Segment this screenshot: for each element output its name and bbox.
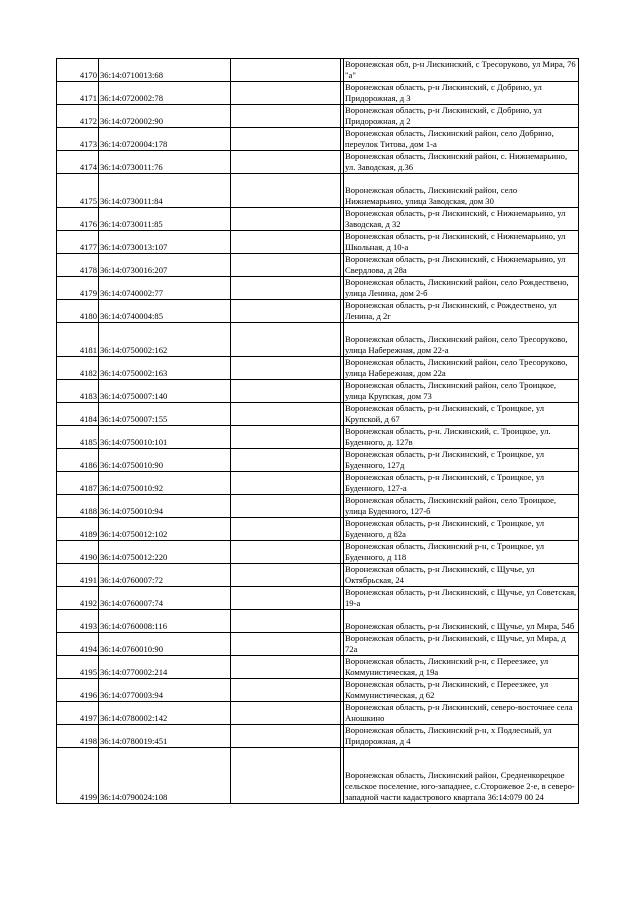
table-row — [57, 357, 579, 380]
table-row — [57, 610, 579, 633]
cadastral-number-cell: 36:14:0710013:68 — [99, 59, 231, 82]
address-cell: Воронежская область, р-н Лискинский, с Троицкое, ул Буденного, 127-а — [344, 472, 579, 495]
register-table — [56, 58, 579, 804]
table-row — [57, 231, 579, 254]
cadastral-number-cell: 36:14:0760007:72 — [99, 564, 231, 587]
cadastral-number-cell: 36:14:0740002:77 — [99, 277, 231, 300]
register-table-body — [57, 59, 579, 804]
address-cell: Воронежская область, р-н Лискинский, с Троицкое, ул Буденного, д 82а — [344, 518, 579, 541]
address-cell: Воронежская обл, р-н Лискинский, с Тресоруково, ул Мира, 76 "а" — [344, 59, 579, 82]
row-number-cell: 4180 — [57, 300, 99, 323]
table-row — [57, 449, 579, 472]
empty-cell — [231, 449, 341, 472]
empty-cell — [231, 105, 341, 128]
empty-cell — [231, 518, 341, 541]
table-row — [57, 541, 579, 564]
address-cell: Воронежская область, р-н Лискинский, с Добрино, ул Придорожная, д 2 — [344, 105, 579, 128]
row-number-cell: 4193 — [57, 610, 99, 633]
empty-cell — [231, 323, 341, 357]
row-number-cell: 4176 — [57, 208, 99, 231]
row-number-cell: 4197 — [57, 702, 99, 725]
empty-cell — [231, 541, 341, 564]
address-cell: Воронежская область, р-н. Лискинский, с. Троицкое, ул. Буденного, д. 127в — [344, 426, 579, 449]
empty-cell — [231, 277, 341, 300]
row-number-cell: 4188 — [57, 495, 99, 518]
cadastral-number-cell: 36:14:0730011:76 — [99, 151, 231, 174]
row-number-cell: 4174 — [57, 151, 99, 174]
cadastral-number-cell: 36:14:0740004:85 — [99, 300, 231, 323]
empty-cell — [231, 426, 341, 449]
row-number-cell: 4184 — [57, 403, 99, 426]
empty-cell — [231, 208, 341, 231]
cadastral-number-cell: 36:14:0750007:140 — [99, 380, 231, 403]
address-cell: Воронежская область, р-н Лискинский, с Нижнемарьино, ул Школьная, д 10-а — [344, 231, 579, 254]
row-number-cell: 4195 — [57, 656, 99, 679]
cadastral-number-cell: 36:14:0750010:90 — [99, 449, 231, 472]
empty-cell — [231, 403, 341, 426]
address-cell: Воронежская область, р-н Лискинский, с Добрино, ул Придорожная, д 3 — [344, 82, 579, 105]
cadastral-number-cell: 36:14:0720002:78 — [99, 82, 231, 105]
row-number-cell: 4172 — [57, 105, 99, 128]
table-row — [57, 633, 579, 656]
row-number-cell: 4196 — [57, 679, 99, 702]
address-cell: Воронежская область, Лискинский район, село Тресоруково, улица Набережная, дом 22а — [344, 357, 579, 380]
row-number-cell: 4175 — [57, 174, 99, 208]
table-row — [57, 323, 579, 357]
table-row — [57, 300, 579, 323]
address-cell: Воронежская область, Лискинский район, с. Нижнемарьино, ул. Заводская, д.36 — [344, 151, 579, 174]
empty-cell — [231, 128, 341, 151]
row-number-cell: 4190 — [57, 541, 99, 564]
row-number-cell: 4179 — [57, 277, 99, 300]
empty-cell — [231, 380, 341, 403]
address-cell: Воронежская область, р-н Лискинский, с Троицкое, ул Буденного, 127д — [344, 449, 579, 472]
table-row — [57, 105, 579, 128]
empty-cell — [231, 725, 341, 748]
cadastral-number-cell: 36:14:0730011:85 — [99, 208, 231, 231]
empty-cell — [231, 254, 341, 277]
cadastral-number-cell: 36:14:0770002:214 — [99, 656, 231, 679]
empty-cell — [231, 633, 341, 656]
table-row — [57, 702, 579, 725]
cadastral-number-cell: 36:14:0780002:142 — [99, 702, 231, 725]
cadastral-number-cell: 36:14:0760010:90 — [99, 633, 231, 656]
row-number-cell: 4199 — [57, 748, 99, 804]
cadastral-number-cell: 36:14:0770003:94 — [99, 679, 231, 702]
address-cell: Воронежская область, р-н Лискинский, с Троицкое, ул Крупской, д 67 — [344, 403, 579, 426]
address-cell: Воронежская область, Лискинский район, село Добрино, переулок Титова, дом 1-а — [344, 128, 579, 151]
cadastral-number-cell: 36:14:0790024:108 — [99, 748, 231, 804]
table-row — [57, 254, 579, 277]
table-row — [57, 656, 579, 679]
address-cell: Воронежская область, Лискинский р-н, с Переезжее, ул Коммунистическая, д 19а — [344, 656, 579, 679]
cadastral-number-cell: 36:14:0730011:84 — [99, 174, 231, 208]
table-row — [57, 403, 579, 426]
table-row — [57, 518, 579, 541]
table-row — [57, 174, 579, 208]
address-cell: Воронежская область, Лискинский район, село Нижнемарьино, улица Заводская, дом 30 — [344, 174, 579, 208]
cadastral-number-cell: 36:14:0750010:101 — [99, 426, 231, 449]
address-cell: Воронежская область, р-н Лискинский, с Переезжее, ул Коммунистическая, д 62 — [344, 679, 579, 702]
empty-cell — [231, 300, 341, 323]
row-number-cell: 4192 — [57, 587, 99, 610]
table-row — [57, 59, 579, 82]
row-number-cell: 4198 — [57, 725, 99, 748]
row-number-cell: 4189 — [57, 518, 99, 541]
row-number-cell: 4171 — [57, 82, 99, 105]
row-number-cell: 4181 — [57, 323, 99, 357]
row-number-cell: 4182 — [57, 357, 99, 380]
empty-cell — [231, 679, 341, 702]
empty-cell — [231, 656, 341, 679]
empty-cell — [231, 564, 341, 587]
address-cell: Воронежская область, р-н Лискинский, с Щучье, ул Советская, 19-а — [344, 587, 579, 610]
cadastral-number-cell: 36:14:0730013:107 — [99, 231, 231, 254]
cadastral-number-cell: 36:14:0730016:207 — [99, 254, 231, 277]
empty-cell — [231, 702, 341, 725]
table-row — [57, 380, 579, 403]
address-cell: Воронежская область, р-н Лискинский, с Щучье, ул Мира, 54б — [344, 610, 579, 633]
table-row — [57, 564, 579, 587]
row-number-cell: 4186 — [57, 449, 99, 472]
cadastral-number-cell: 36:14:0750012:220 — [99, 541, 231, 564]
row-number-cell: 4173 — [57, 128, 99, 151]
address-cell: Воронежская область, Лискинский район, село Троицкое, улица Буденного, 127-б — [344, 495, 579, 518]
empty-cell — [231, 472, 341, 495]
row-number-cell: 4194 — [57, 633, 99, 656]
address-cell: Воронежская область, Лискинский р-н, х Подлесный, ул Придорожная, д 4 — [344, 725, 579, 748]
row-number-cell: 4185 — [57, 426, 99, 449]
empty-cell — [231, 748, 341, 804]
cadastral-number-cell: 36:14:0750007:155 — [99, 403, 231, 426]
empty-cell — [231, 231, 341, 254]
table-row — [57, 472, 579, 495]
table-row — [57, 82, 579, 105]
table-row — [57, 495, 579, 518]
address-cell: Воронежская область, р-н Лискинский, с Рождествено, ул Ленина, д 2г — [344, 300, 579, 323]
cadastral-number-cell: 36:14:0750010:92 — [99, 472, 231, 495]
address-cell: Воронежская область, р-н Лискинский, с Нижнемарьино, ул Свердлова, д 28а — [344, 254, 579, 277]
address-cell: Воронежская область, р-н Лискинский, с Щучье, ул Октябрьская, 24 — [344, 564, 579, 587]
cadastral-number-cell: 36:14:0720002:90 — [99, 105, 231, 128]
address-cell: Воронежская область, Лискинский район, село Тресоруково, улица Набережная, дом 22-а — [344, 323, 579, 357]
cadastral-number-cell: 36:14:0750002:162 — [99, 323, 231, 357]
table-row — [57, 277, 579, 300]
empty-cell — [231, 610, 341, 633]
cadastral-number-cell: 36:14:0760007:74 — [99, 587, 231, 610]
row-number-cell: 4191 — [57, 564, 99, 587]
address-cell: Воронежская область, р-н Лискинский, с Щучье, ул Мира, д 72а — [344, 633, 579, 656]
cadastral-number-cell: 36:14:0720004:178 — [99, 128, 231, 151]
table-row — [57, 587, 579, 610]
row-number-cell: 4183 — [57, 380, 99, 403]
cadastral-number-cell: 36:14:0760008:116 — [99, 610, 231, 633]
cadastral-number-cell: 36:14:0750012:102 — [99, 518, 231, 541]
row-number-cell: 4178 — [57, 254, 99, 277]
address-cell: Воронежская область, Лискинский р-н, с Троицкое, ул Буденного, д 118 — [344, 541, 579, 564]
row-number-cell: 4170 — [57, 59, 99, 82]
table-row — [57, 725, 579, 748]
empty-cell — [231, 151, 341, 174]
table-row — [57, 426, 579, 449]
address-cell: Воронежская область, Лискинский район, Средненкорецкое сельское поселение, юго-западнее, с.Сторожевое 2-е, в северо-западной части кадастрового квартала 36:14:079 00 24 — [344, 748, 579, 804]
table-row — [57, 128, 579, 151]
empty-cell — [231, 174, 341, 208]
cadastral-number-cell: 36:14:0780019:451 — [99, 725, 231, 748]
table-row — [57, 748, 579, 804]
empty-cell — [231, 357, 341, 380]
address-cell: Воронежская область, Лискинский район, село Троицкое, улица Крупская, дом 73 — [344, 380, 579, 403]
address-cell: Воронежская область, Лискинский район, село Рождествено, улица Ленина, дом 2-б — [344, 277, 579, 300]
table-row — [57, 679, 579, 702]
empty-cell — [231, 495, 341, 518]
empty-cell — [231, 587, 341, 610]
cadastral-number-cell: 36:14:0750010:94 — [99, 495, 231, 518]
cadastral-number-cell: 36:14:0750002:163 — [99, 357, 231, 380]
table-row — [57, 151, 579, 174]
empty-cell — [231, 82, 341, 105]
empty-cell — [231, 59, 341, 82]
row-number-cell: 4187 — [57, 472, 99, 495]
address-cell: Воронежская область, р-н Лискинский, с Нижнемарьино, ул Заводская, д 32 — [344, 208, 579, 231]
row-number-cell: 4177 — [57, 231, 99, 254]
address-cell: Воронежская область, р-н Лискинский, северо-восточнее села Аношкино — [344, 702, 579, 725]
table-row — [57, 208, 579, 231]
